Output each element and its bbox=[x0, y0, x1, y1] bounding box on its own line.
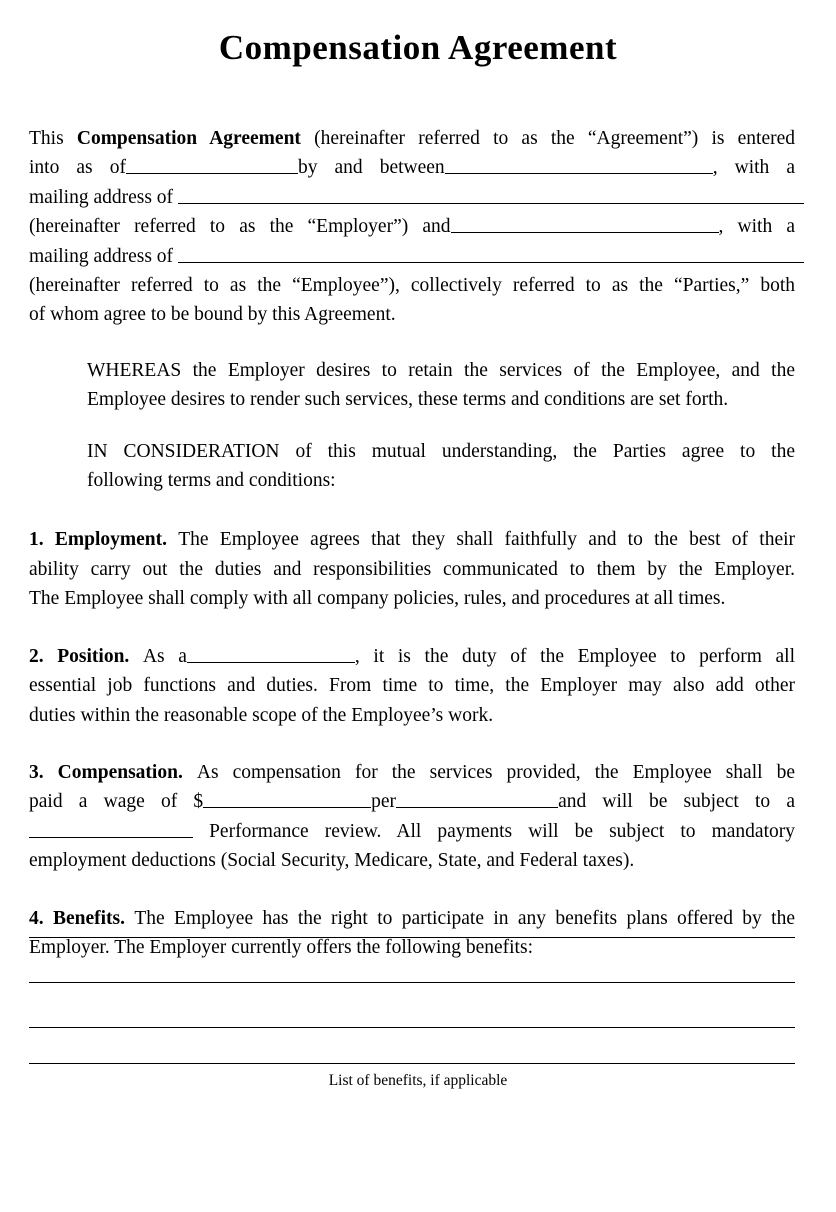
intro-line-7: of whom agree to be bound by this Agreement. bbox=[29, 304, 396, 326]
intro-line-2 bbox=[29, 153, 795, 182]
section-3-line-1 bbox=[29, 758, 795, 787]
whereas-line-2: Employee desires to render such services, these terms and conditions are set forth. bbox=[87, 389, 729, 411]
employee-address-blank[interactable] bbox=[178, 245, 804, 263]
intro-line-4 bbox=[29, 212, 795, 241]
section-3-line-2-mid: per bbox=[371, 791, 397, 813]
section-4-line-1-text: The Employee has the right to participate in any benefits plans offered by the bbox=[134, 907, 795, 929]
intro-line-2-mid: by and between bbox=[297, 157, 445, 179]
section-2-line-1-tail: , it is the duty of the Employee to perform all bbox=[354, 645, 796, 667]
intro-line-3-lead: mailing address of bbox=[29, 186, 174, 208]
benefit-ruled-line-2[interactable] bbox=[29, 982, 795, 983]
intro-line-4-tail: , with a bbox=[718, 216, 795, 238]
section-4-line-2: Employer. The Employer currently offers the following benefits: bbox=[29, 936, 533, 958]
section-1-line-1 bbox=[29, 525, 795, 554]
benefit-ruled-line-1[interactable] bbox=[29, 937, 795, 938]
position-title-blank[interactable] bbox=[187, 645, 355, 663]
section-3-heading: 3. Compensation. bbox=[29, 761, 183, 783]
intro-line-6: (hereinafter referred to as the “Employee”), collectively referred to as the “Parties,” both bbox=[29, 275, 795, 297]
section-position bbox=[29, 642, 795, 730]
employer-address-blank[interactable] bbox=[178, 186, 804, 204]
agreement-name-bold: Compensation Agreement bbox=[76, 128, 301, 149]
wage-amount-blank[interactable] bbox=[203, 790, 371, 808]
section-benefits bbox=[29, 904, 795, 963]
intro-paragraph bbox=[29, 124, 795, 330]
intro-line-5 bbox=[29, 242, 795, 271]
section-2-line-1-lead: As a bbox=[142, 645, 187, 667]
intro-line-1 bbox=[29, 124, 795, 153]
consideration-paragraph bbox=[87, 437, 795, 496]
review-frequency-blank[interactable] bbox=[29, 820, 193, 838]
intro-line-1-tail: (hereinafter referred to as the “Agreement”) is entered bbox=[300, 128, 796, 149]
section-3-line-1-text: As compensation for the services provided, the Employee shall be bbox=[196, 761, 795, 783]
section-1-line-3: The Employee shall comply with all company policies, rules, and procedures at all times. bbox=[29, 588, 726, 610]
section-2-line-1 bbox=[29, 642, 795, 671]
benefits-caption: List of benefits, if applicable bbox=[328, 1072, 508, 1089]
intro-line-5-lead: mailing address of bbox=[29, 245, 174, 267]
intro-line-1-lead: This bbox=[29, 128, 77, 149]
benefit-ruled-line-4[interactable] bbox=[29, 1063, 795, 1064]
section-compensation bbox=[29, 758, 795, 876]
section-employment bbox=[29, 525, 795, 613]
section-3-line-2-tail: and will be subject to a bbox=[558, 791, 795, 813]
section-4-heading: 4. Benefits. bbox=[29, 907, 126, 929]
page-title: Compensation Agreement bbox=[218, 28, 618, 67]
section-1-line-1-text: The Employee agrees that they shall faithfully and to the best of their bbox=[178, 529, 796, 551]
wage-period-blank[interactable] bbox=[396, 790, 558, 808]
whereas-line-1: WHEREAS the Employer desires to retain the services of the Employee, and the bbox=[87, 359, 795, 381]
employee-name-blank[interactable] bbox=[451, 215, 719, 233]
section-3-line-2 bbox=[29, 787, 795, 816]
section-2-line-2: essential job functions and duties. From time to time, the Employer may also add other bbox=[29, 675, 795, 697]
section-4-line-1 bbox=[29, 904, 795, 933]
benefit-ruled-line-3[interactable] bbox=[29, 1027, 795, 1028]
consideration-line-1: IN CONSIDERATION of this mutual understanding, the Parties agree to the bbox=[87, 440, 795, 462]
intro-line-3 bbox=[29, 183, 795, 212]
section-3-line-3-text: Performance review. All payments will be subject to mandatory bbox=[209, 820, 796, 842]
intro-line-2-lead: into as of bbox=[29, 157, 126, 179]
section-3-line-2-lead: paid a wage of $ bbox=[29, 791, 204, 813]
section-1-line-2: ability carry out the duties and responsibilities communicated to them by the Employer. bbox=[29, 558, 795, 580]
consideration-line-2: following terms and conditions: bbox=[87, 470, 336, 492]
intro-line-2-tail: , with a bbox=[712, 157, 795, 179]
section-2-line-3: duties within the reasonable scope of the Employee’s work. bbox=[29, 704, 494, 726]
section-3-line-3 bbox=[29, 817, 795, 846]
intro-line-4-lead: (hereinafter referred to as the “Employer”) and bbox=[29, 216, 451, 238]
section-2-heading: 2. Position. bbox=[29, 645, 130, 667]
effective-date-blank[interactable] bbox=[126, 156, 298, 174]
document-body bbox=[29, 124, 795, 962]
whereas-paragraph bbox=[87, 356, 795, 415]
employer-name-blank[interactable] bbox=[445, 156, 713, 174]
section-3-line-4: employment deductions (Social Security, Medicare, State, and Federal taxes). bbox=[29, 850, 635, 872]
section-1-heading: 1. Employment. bbox=[29, 529, 167, 551]
